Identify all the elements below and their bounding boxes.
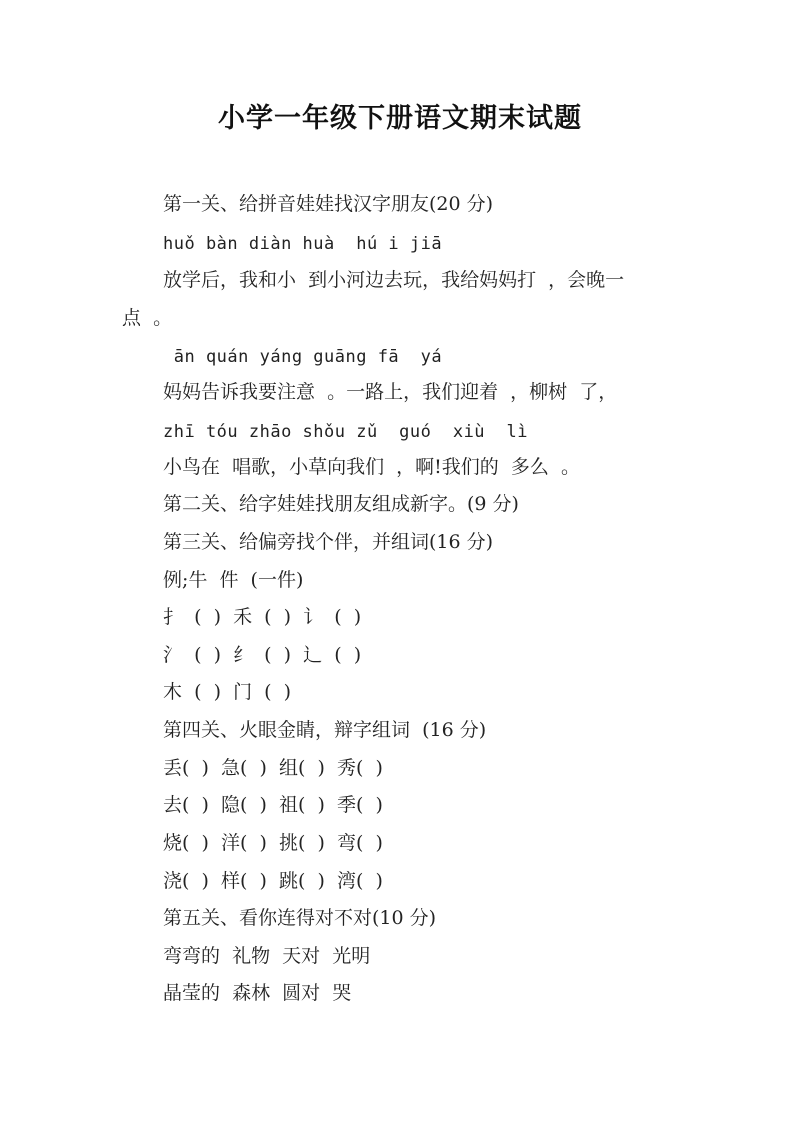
section-heading-1: 第一关、给拼音娃娃找汉字朋友(20 分) (163, 193, 494, 215)
section-heading-4: 第四关、火眼金睛，辩字组词 (16 分) (163, 719, 487, 741)
text-line-2: 妈妈告诉我要注意 。一路上，我们迎着 ，柳树 了， (163, 381, 618, 403)
char-row-3: 烧( ) 洋( ) 挑( ) 弯( ) (163, 832, 383, 854)
text-line-1-continued: 点 。 (122, 307, 173, 329)
section-heading-2: 第二关、给字娃娃找朋友组成新字。(9 分) (163, 493, 519, 515)
match-row-2: 晶莹的 森林 圆对 哭 (163, 982, 352, 1004)
section-heading-5: 第五关、看你连得对不对(10 分) (163, 907, 437, 929)
text-line-3: 小鸟在 唱歌，小草向我们 ，啊!我们的 多么 。 (163, 456, 580, 478)
char-row-1: 丢( ) 急( ) 组( ) 秀( ) (163, 757, 383, 779)
radical-row-1: 扌 ( ) 禾 ( ) 讠 ( ) (163, 606, 362, 628)
radical-row-3: 木 ( ) 门 ( ) (163, 681, 292, 703)
char-row-2: 去( ) 隐( ) 祖( ) 季( ) (163, 794, 383, 816)
section-heading-3: 第三关、给偏旁找个伴，并组词(16 分) (163, 531, 494, 553)
pinyin-line-3: zhī tóu zhāo shǒu zǔ guó xiù lì (163, 422, 528, 442)
page-title: 小学一年级下册语文期末试题 (218, 103, 582, 134)
pinyin-line-1: huǒ bàn diàn huà hú i jiā (163, 234, 443, 254)
char-row-4: 浇( ) 样( ) 跳( ) 湾( ) (163, 870, 383, 892)
text-line-1: 放学后，我和小 到小河边去玩，我给妈妈打 ，会晚一 (163, 269, 625, 291)
pinyin-line-2: ān quán yáng guāng fā yá (163, 347, 443, 367)
radical-row-2: 氵 ( ) 纟 ( ) 辶 ( ) (163, 644, 362, 666)
match-row-1: 弯弯的 礼物 天对 光明 (163, 945, 371, 967)
example-line: 例;牛 件 (一件) (163, 569, 304, 591)
